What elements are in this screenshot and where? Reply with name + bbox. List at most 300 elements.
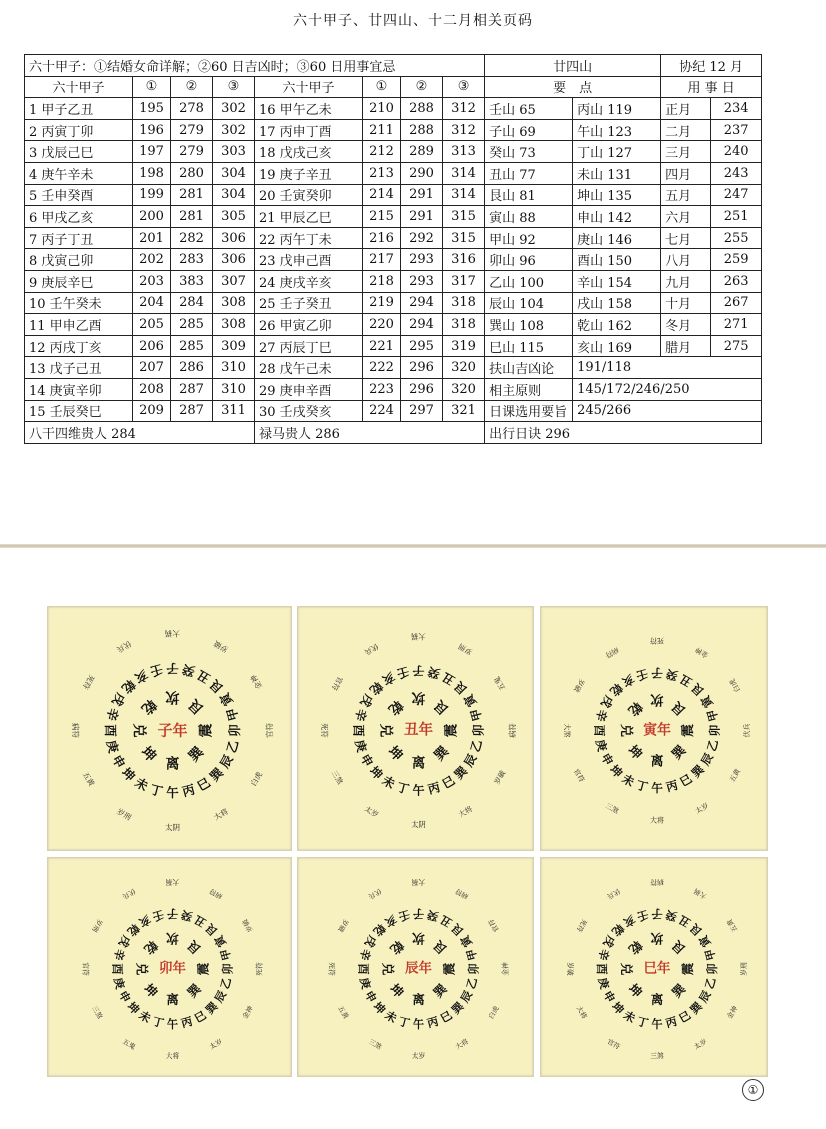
- trigram-label: 震: [195, 962, 211, 976]
- page-number-cell: 295: [401, 335, 443, 357]
- page-number-cell: 204: [133, 292, 171, 314]
- shan-cell: 丑山 77: [485, 162, 573, 184]
- mountain-label: 酉: [594, 963, 608, 975]
- table-row: [25, 162, 762, 184]
- spirit-label: 五鬼: [492, 675, 508, 693]
- page-number-cell: 294: [401, 292, 443, 314]
- month-cell: 247: [711, 184, 762, 206]
- table-row: [25, 184, 762, 206]
- spirit-label: 大将: [574, 1004, 589, 1021]
- mountain-label: 辰: [697, 750, 716, 768]
- shan-cell: 戌山 158: [573, 292, 661, 314]
- page-number-cell: 279: [171, 141, 213, 163]
- mountain-label: 辰: [212, 988, 230, 1005]
- page-number-cell: 291: [401, 184, 443, 206]
- mountain-label: 艮: [451, 678, 471, 698]
- center-year-label: 子年: [157, 721, 188, 740]
- page-number-cell: 287: [171, 400, 213, 422]
- mountain-label: 未: [619, 771, 637, 790]
- trigram-label: 震: [441, 962, 457, 976]
- shan-cell: 申山 142: [573, 206, 661, 228]
- trigram-label: 离: [650, 992, 664, 1008]
- mountain-label: 艮: [449, 921, 467, 939]
- trigram-label: 乾: [137, 695, 160, 718]
- mountain-label: 申: [109, 752, 129, 771]
- mountain-label: 子: [166, 661, 179, 676]
- mountain-label: 丁: [151, 1014, 166, 1031]
- shan-cell: 巽山 108: [485, 314, 573, 336]
- trigram-label: 巽: [430, 980, 450, 1001]
- page-number-cell: 302: [213, 119, 255, 141]
- mountain-label: 巳: [677, 771, 695, 790]
- col-header-2: ②: [401, 76, 443, 98]
- trigram-label: 离: [166, 992, 179, 1008]
- month-cell: 234: [711, 98, 762, 120]
- footer-cell: 禄马贵人 286: [255, 422, 485, 444]
- trigram-label: 艮: [668, 937, 689, 958]
- jiazi-cell: 2 丙寅丁卯: [25, 119, 133, 141]
- jiazi-cell: 25 壬子癸丑: [255, 292, 363, 314]
- spirit-label: 大将: [165, 1052, 180, 1061]
- page-number-cell: 221: [363, 335, 401, 357]
- month-cell: 正月: [661, 98, 711, 120]
- mountain-label: 未: [136, 1008, 153, 1026]
- mountain-label: 壬: [151, 907, 166, 924]
- spirit-label: 太阴: [165, 823, 180, 832]
- spirit-label: 大祸: [692, 886, 709, 901]
- spirit-label: 伏兵: [363, 641, 381, 657]
- page-number-cell: 285: [171, 335, 213, 357]
- mountain-label: 乙: [464, 976, 480, 991]
- trigram-label: 乾: [384, 696, 406, 718]
- spirit-label: 金神: [248, 673, 265, 691]
- mountain-label: 子: [166, 906, 179, 920]
- page-number-cell: 203: [133, 270, 171, 292]
- trigram-label: 乾: [625, 937, 646, 958]
- mountain-label: 亥: [621, 912, 638, 930]
- shan-cell: 乾山 162: [573, 314, 661, 336]
- mountain-label: 坤: [124, 999, 142, 1017]
- month-subheader: 用 事 日: [661, 76, 762, 98]
- mountain-label: 丙: [664, 777, 680, 795]
- trigram-label: 艮: [669, 698, 690, 719]
- page-number-cell: 315: [443, 206, 485, 228]
- spirit-label: 五黄: [725, 917, 740, 934]
- page-number-cell: 293: [401, 270, 443, 292]
- spirit-label: 五鬼: [121, 1037, 137, 1052]
- mountain-label: 午: [412, 1018, 425, 1032]
- spirit-label: 伏兵: [115, 638, 133, 655]
- mountain-label: 戌: [115, 933, 133, 950]
- jiazi-cell: 30 壬戌癸亥: [255, 400, 363, 422]
- mountain-label: 丁: [395, 780, 411, 797]
- table-row: [25, 314, 762, 336]
- spirit-label: 三煞: [329, 768, 345, 786]
- col-header-1: ①: [363, 76, 401, 98]
- mountain-label: 寅: [458, 933, 476, 950]
- shan-cell: 卯山 96: [485, 249, 573, 271]
- spirit-label: 太岁: [692, 1037, 709, 1052]
- spirit-label: 死符: [327, 962, 336, 976]
- table-row: [25, 227, 762, 249]
- shan-cell: 坤山 135: [573, 184, 661, 206]
- topic-pages-cell: 245/266: [573, 400, 762, 422]
- table-row: [25, 292, 762, 314]
- page-number-cell: 286: [171, 357, 213, 379]
- mountain-label: 戌: [361, 933, 379, 950]
- spirit-label: 官符: [605, 1037, 622, 1052]
- shan-cell: 辰山 104: [485, 292, 573, 314]
- page-number-cell: 197: [133, 141, 171, 163]
- jiazi-cell: 20 壬寅癸卯: [255, 184, 363, 206]
- mountain-label: 巳: [192, 1008, 209, 1026]
- mountain-label: 子: [651, 665, 663, 680]
- mountain-label: 子: [412, 906, 425, 920]
- jiazi-cell: 23 戊申己酉: [255, 249, 363, 271]
- col-header-jiazi: 六十甲子: [25, 76, 133, 98]
- month-cell: 263: [711, 270, 762, 292]
- month-cell: 243: [711, 162, 762, 184]
- spirit-label: 岁刑: [456, 641, 474, 657]
- mountain-label: 乙: [702, 976, 719, 991]
- mountain-label: 壬: [148, 661, 165, 680]
- mountain-label: 午: [651, 781, 663, 796]
- page-number-cell: 199: [133, 184, 171, 206]
- mountain-label: 丁: [148, 781, 165, 800]
- mountain-label: 寅: [216, 690, 236, 709]
- year-diagram-svg: [298, 858, 533, 1076]
- mountain-label: 庚: [103, 738, 122, 755]
- spirit-label: 大祸: [411, 877, 426, 886]
- jiazi-cell: 4 庚午辛未: [25, 162, 133, 184]
- center-year-label: 丑年: [404, 722, 433, 739]
- trigram-label: 巽: [431, 743, 453, 765]
- trigram-label: 坤: [384, 743, 406, 765]
- mountain-label: 卯: [706, 963, 720, 975]
- mountain-label: 乾: [366, 678, 386, 698]
- jiazi-cell: 7 丙子丁丑: [25, 227, 133, 249]
- spirit-label: 病符: [603, 645, 620, 660]
- spirit-label: 五黄: [728, 767, 743, 784]
- mountain-label: 庚: [352, 738, 369, 754]
- trigram-label: 巽: [185, 743, 208, 766]
- center-year-label: 巳年: [643, 961, 671, 977]
- mountain-label: 戌: [109, 690, 129, 709]
- mountain-label: 丙: [180, 781, 197, 800]
- trigram-label: 离: [412, 992, 425, 1008]
- spirit-label: 金神: [725, 1004, 740, 1021]
- month-cell: 七月: [661, 227, 711, 249]
- mountain-label: 乙: [218, 976, 234, 991]
- topic-cell: 扶山吉凶论: [485, 357, 573, 379]
- mountain-label: 乾: [124, 921, 142, 939]
- month-cell: 237: [711, 119, 762, 141]
- spirit-label: 岁刑: [115, 806, 133, 823]
- mountain-label: 巽: [688, 762, 707, 781]
- spirit-label: 五黄: [336, 1004, 350, 1021]
- mountain-label: 壬: [634, 666, 650, 684]
- page-number-cell: 208: [133, 378, 171, 400]
- shan-cell: 艮山 81: [485, 184, 573, 206]
- month-cell: 八月: [661, 249, 711, 271]
- mountain-label: 庚: [111, 976, 127, 991]
- trigram-label: 巽: [669, 742, 690, 763]
- mountain-label: 辛: [593, 708, 610, 723]
- jiazi-cell: 21 甲辰乙巳: [255, 206, 363, 228]
- trigram-label: 震: [443, 723, 460, 738]
- mountain-label: 庚: [593, 738, 610, 753]
- mountain-label: 申: [357, 751, 376, 770]
- mountain-label: 乙: [223, 738, 242, 755]
- page-number-cell: 312: [443, 98, 485, 120]
- jiazi-cell: 1 甲子乙丑: [25, 98, 133, 120]
- page-number-cell: 307: [213, 270, 255, 292]
- table-row: [25, 98, 762, 120]
- shan-cell: 丁山 127: [573, 141, 661, 163]
- mountain-label: 戌: [598, 693, 617, 711]
- month-cell: 五月: [661, 184, 711, 206]
- mountain-label: 艮: [203, 921, 221, 939]
- page-number-cell: 219: [363, 292, 401, 314]
- page-number-cell: 223: [363, 378, 401, 400]
- mountain-label: 巽: [687, 999, 705, 1017]
- jiazi-cell: 17 丙申丁酉: [255, 119, 363, 141]
- trigram-label: 艮: [184, 937, 204, 958]
- page-number-cell: 308: [213, 314, 255, 336]
- spirit-label: 岁刑: [740, 962, 749, 976]
- mountain-label: 寅: [697, 693, 716, 711]
- mountain-label: 午: [166, 785, 179, 800]
- page-number-cell: 206: [133, 335, 171, 357]
- mountain-label: 巳: [194, 774, 213, 794]
- mountain-label: 亥: [132, 667, 151, 687]
- page-number-cell: 287: [171, 378, 213, 400]
- page-number-cell: 212: [363, 141, 401, 163]
- month-cell: 九月: [661, 270, 711, 292]
- mountain-label: 癸: [664, 666, 680, 684]
- spirit-label: 伏兵: [367, 886, 383, 901]
- mountain-label: 辰: [458, 988, 476, 1005]
- mountain-label: 坤: [370, 999, 388, 1017]
- mountain-label: 午: [412, 783, 425, 798]
- spirit-label: 病符: [650, 877, 664, 886]
- shan-cell: 酉山 150: [573, 249, 661, 271]
- page-number-cell: 289: [401, 141, 443, 163]
- mountain-label: 甲: [704, 708, 721, 723]
- mountain-label: 巳: [676, 1008, 693, 1026]
- mountain-label: 卯: [227, 724, 242, 737]
- center-year-label: 卯年: [159, 961, 186, 977]
- spirit-label: 三煞: [90, 1004, 104, 1021]
- spirit-label: 大祸: [165, 877, 180, 886]
- col-header-3: ③: [213, 76, 255, 98]
- spirit-label: 死符: [80, 673, 97, 691]
- page-number-cell: 215: [363, 206, 401, 228]
- footer-cell: 八干四维贵人 284: [25, 422, 255, 444]
- trigram-label: 坎: [412, 930, 425, 946]
- shan-cell: 甲山 92: [485, 227, 573, 249]
- page-number-cell: 218: [363, 270, 401, 292]
- page-number-cell: 290: [401, 162, 443, 184]
- page-number-cell: 306: [213, 249, 255, 271]
- year-diagram-svg: [48, 858, 291, 1076]
- mountain-label: 坤: [366, 763, 386, 783]
- page-number-cell: 308: [213, 292, 255, 314]
- page-number-cell: 281: [171, 184, 213, 206]
- mountain-label: 申: [115, 988, 133, 1005]
- jiazi-cell: 27 丙辰丁巳: [255, 335, 363, 357]
- mountain-label: 午: [651, 1018, 663, 1032]
- year-diagram-svg: [298, 607, 533, 850]
- mountain-label: 未: [382, 1008, 399, 1026]
- month-cell: 275: [711, 335, 762, 357]
- jiazi-cell: 28 戊午己未: [255, 357, 363, 379]
- spirit-label: 伏兵: [743, 723, 752, 738]
- mountain-label: 巽: [206, 764, 227, 785]
- page-number-cell: 279: [171, 119, 213, 141]
- mountain-label: 癸: [179, 907, 194, 924]
- mountain-label: 卯: [471, 724, 486, 737]
- topic-pages-cell: 191/118: [573, 357, 762, 379]
- page-number-cell: 316: [443, 249, 485, 271]
- mountain-label: 癸: [180, 661, 197, 680]
- spirit-label: 岁破: [571, 677, 586, 694]
- shan-subheader: 要 点: [485, 76, 661, 98]
- spirit-label: 死符: [320, 723, 330, 738]
- mountain-label: 丑: [676, 912, 693, 930]
- year-diagram: [297, 606, 534, 851]
- mountain-label: 庚: [595, 976, 612, 991]
- trigram-label: 坎: [166, 930, 179, 946]
- shan-header: 廿四山: [485, 55, 661, 77]
- section-divider: [0, 544, 826, 548]
- month-cell: 四月: [661, 162, 711, 184]
- mountain-label: 乾: [370, 921, 388, 939]
- month-cell: 255: [711, 227, 762, 249]
- spirit-label: 金神: [694, 645, 711, 660]
- trigram-label: 坎: [165, 688, 180, 705]
- mountain-label: 辛: [103, 706, 122, 723]
- spirit-label: 三煞: [603, 801, 620, 816]
- trigram-label: 坤: [624, 742, 645, 763]
- mountain-label: 申: [600, 988, 618, 1005]
- month-cell: 二月: [661, 119, 711, 141]
- page-number-cell: 224: [363, 400, 401, 422]
- jiazi-cell: 18 戊戌己亥: [255, 141, 363, 163]
- spirit-label: 大将: [212, 806, 230, 823]
- mountain-label: 巽: [449, 999, 467, 1017]
- table-row: [25, 141, 762, 163]
- page-number-cell: 195: [133, 98, 171, 120]
- spirit-label: 病符: [454, 886, 470, 901]
- page-number-cell: 296: [401, 357, 443, 379]
- table-row: [25, 249, 762, 271]
- page-number-cell: 201: [133, 227, 171, 249]
- month-cell: 267: [711, 292, 762, 314]
- mountain-label: 辛: [357, 947, 373, 962]
- mountain-label: 丑: [194, 667, 213, 687]
- page-number-cell: 207: [133, 357, 171, 379]
- spirit-label: 死符: [650, 636, 664, 645]
- footer-cell: 出行日诀 296: [485, 422, 762, 444]
- trigram-label: 坤: [141, 980, 161, 1001]
- year-diagram: [297, 857, 534, 1077]
- mountain-label: 酉: [351, 724, 366, 737]
- trigram-label: 坤: [625, 980, 646, 1001]
- mountain-label: 癸: [425, 907, 440, 924]
- page-number-cell: 320: [443, 378, 485, 400]
- year-diagram: [540, 606, 768, 851]
- trigram-label: 兑: [377, 723, 394, 738]
- spirit-label: 官符: [329, 675, 345, 693]
- page-number-cell: 303: [213, 141, 255, 163]
- spirit-label: 岁破: [241, 917, 255, 934]
- spirit-label: 病符: [507, 723, 517, 738]
- page-number-cell: 294: [401, 314, 443, 336]
- shan-cell: 乙山 100: [485, 270, 573, 292]
- mountain-label: 丑: [439, 669, 458, 688]
- spirit-label: 病符: [71, 723, 80, 738]
- shan-cell: 寅山 88: [485, 206, 573, 228]
- mountain-label: 乙: [468, 738, 485, 754]
- mountain-label: 辰: [461, 751, 480, 770]
- jiazi-cell: 24 庚戌辛亥: [255, 270, 363, 292]
- trigram-label: 艮: [430, 937, 450, 958]
- year-diagram: [47, 857, 292, 1077]
- page-number-cell: 196: [133, 119, 171, 141]
- trigram-label: 离: [411, 755, 426, 772]
- mountain-label: 未: [132, 774, 151, 794]
- mountain-label: 巽: [203, 999, 221, 1017]
- center-year-label: 辰年: [405, 961, 432, 977]
- month-cell: 240: [711, 141, 762, 163]
- jiazi-cell: 12 丙戌丁亥: [25, 335, 133, 357]
- page-number-cell: 211: [363, 119, 401, 141]
- trigram-label: 巽: [668, 980, 689, 1001]
- trigram-label: 兑: [134, 962, 150, 976]
- spirit-label: 死符: [255, 962, 264, 976]
- mountain-label: 坤: [609, 999, 627, 1017]
- page-number-cell: 284: [171, 292, 213, 314]
- mountain-label: 坤: [607, 762, 626, 781]
- jiazi-cell: 22 丙午丁未: [255, 227, 363, 249]
- mountain-label: 丑: [438, 912, 455, 930]
- mountain-label: 辛: [111, 947, 127, 962]
- spirit-label: 大祸: [165, 629, 180, 638]
- mountain-label: 午: [166, 1018, 179, 1032]
- mountain-label: 酉: [110, 963, 124, 975]
- mountain-label: 辛: [595, 947, 612, 962]
- spirit-label: 官符: [265, 723, 274, 738]
- page-number-cell: 310: [213, 378, 255, 400]
- page-number-cell: 205: [133, 314, 171, 336]
- spirit-label: 太岁: [694, 801, 711, 816]
- trigram-label: 坎: [650, 930, 664, 946]
- mountain-label: 乾: [118, 676, 139, 697]
- page-number-cell: 288: [401, 98, 443, 120]
- mountain-label: 巳: [439, 773, 458, 792]
- jiazi-cell: 6 甲戌乙亥: [25, 206, 133, 228]
- table-row: [25, 119, 762, 141]
- page-number-cell: 202: [133, 249, 171, 271]
- spirit-label: 五黄: [80, 770, 97, 788]
- mountain-label: 卯: [221, 963, 235, 975]
- mountain-label: 卯: [707, 724, 722, 737]
- spirit-label: 岁破: [212, 638, 230, 655]
- page-number-cell: 297: [401, 400, 443, 422]
- jiazi-cell: 11 甲申乙酉: [25, 314, 133, 336]
- page-number-cell: 200: [133, 206, 171, 228]
